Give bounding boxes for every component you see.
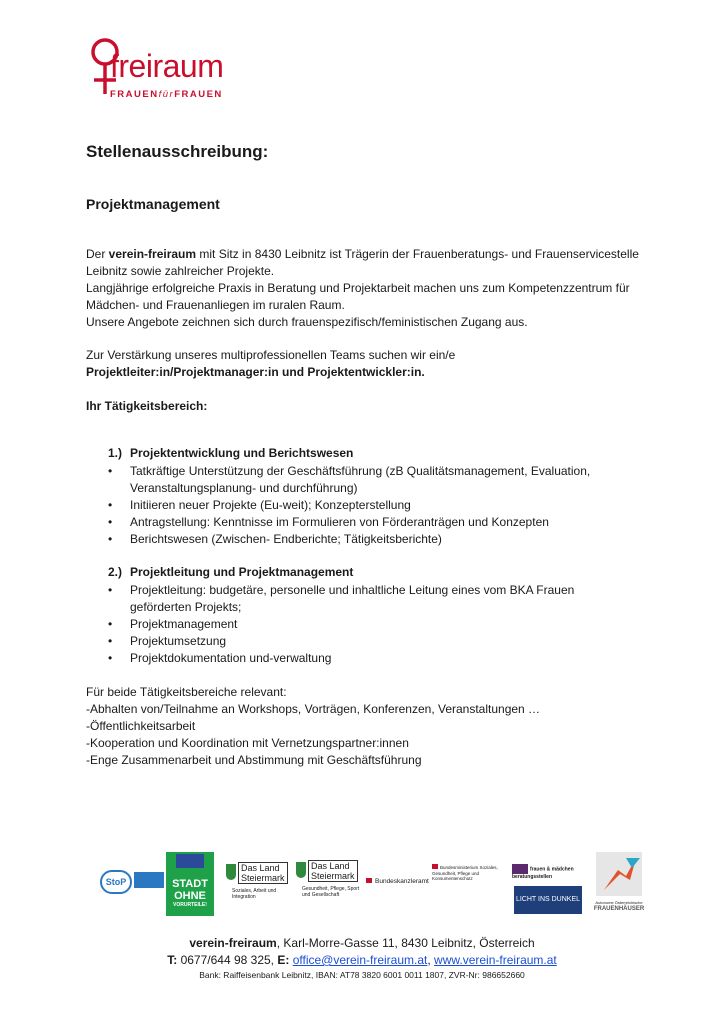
website-link[interactable]: www.verein-freiraum.at xyxy=(434,953,557,967)
section-2-heading: 2.) Projektleitung und Projektmanagement xyxy=(108,565,354,579)
list-item: • Projektmanagement xyxy=(108,616,628,633)
licht-ins-dunkel-logo: LICHT INS DUNKEL xyxy=(514,886,582,914)
page-title: Stellenausschreibung: xyxy=(86,142,269,161)
intro-paragraph: Der verein-freiraum mit Sitz in 8430 Leibnitz ist Trägerin der Frauenberatungs- und Frauenservicestelle Leibnitz sowie zahlreicher Projekte. Langjährige erfolgreiche Praxis in Beratung und Projektarbeit machen uns zum Kompetenzzentrum für Mädchen- und Frauenanliegen im ruralen Raum. Unsere Angebote zeichnen sich durch frauenspezifisch/feministischen Zugang aus. xyxy=(86,247,639,329)
land-steiermark-logo: Das Land Steiermark Gesundheit, Pflege, Sport und Gesellschaft xyxy=(296,860,360,910)
frauen-maedchen-logo: frauen & mädchen beratungsstellen xyxy=(512,864,582,880)
frauenhaeuser-logo: Autonome Österreichische FRAUENHÄUSER xyxy=(592,852,646,920)
list-item: • Projektumsetzung xyxy=(108,633,628,650)
job-title: Projektmanagement xyxy=(86,196,220,212)
footer-address: verein-freiraum, Karl-Morre-Gasse 11, 8430 Leibnitz, Österreich xyxy=(189,936,535,950)
freiraum-logo xyxy=(88,36,228,106)
both-areas: Für beide Tätigkeitsbereiche relevant: -Abhalten von/Teilnahme an Workshops, Vorträgen, Konferenzen, Veranstaltungen … -Öffentlichkeitsarbeit -Kooperation und Koordination mit Vernetzungspartner:innen -Enge Zusammenarbeit und Abstimmung mit Geschäftsführung xyxy=(86,685,541,767)
stadt-ohne-vorurteile-logo: STADT OHNE VORURTEILE! xyxy=(166,852,214,916)
stop-logo: StoP xyxy=(100,870,170,894)
section-1-list xyxy=(108,463,628,548)
footer-bank: Bank: Raiffeisenbank Leibnitz, IBAN: AT78 3820 6001 0011 1807, ZVR-Nr: 986652660 xyxy=(199,970,525,980)
sponsor-logos xyxy=(92,848,652,924)
logo-tagline: FRAUENfürFRAUEN xyxy=(110,89,223,100)
list-item: • Projektleitung: budgetäre, personelle und inhaltliche Leitung eines vom BKA Frauen geförderten Projekts; xyxy=(108,582,628,616)
section-1-heading: 1.) Projektentwicklung und Berichtswesen xyxy=(108,446,354,460)
bundeskanzleramt-logo: Bundeskanzleramt xyxy=(366,878,436,885)
list-item: • Antragstellung: Kenntnisse im Formulieren von Förderanträgen und Konzepten xyxy=(108,514,628,531)
list-item: • Tatkräftige Unterstützung der Geschäftsführung (zB Qualitätsmanagement, Evaluation, Veranstaltungsplanung- und durchführung) xyxy=(108,463,628,497)
footer-contact: T: 0677/644 98 325, E: office@verein-freiraum.at, www.verein-freiraum.at xyxy=(167,953,557,967)
list-item: • Projektdokumentation und-verwaltung xyxy=(108,650,628,667)
email-link[interactable]: office@verein-freiraum.at xyxy=(292,953,428,967)
list-item: • Initiieren neuer Projekte (Eu-weit); Konzepterstellung xyxy=(108,497,628,514)
search-paragraph: Zur Verstärkung unseres multiprofessionellen Teams suchen wir ein/e Projektleiter:in/Projektmanager:in und Projektentwickler:in. xyxy=(86,348,456,379)
list-item: • Berichtswesen (Zwischen- Endberichte; Tätigkeitsberichte) xyxy=(108,531,628,548)
section-2-list xyxy=(108,582,628,667)
bm-soziales-logo: Bundesministerium Soziales, Gesundheit, Pflege und Konsumentenschutz xyxy=(432,865,498,881)
frauenhaeuser-figure-icon xyxy=(596,852,642,896)
logo-wordmark: freiraum xyxy=(110,48,224,84)
tasks-heading: Ihr Tätigkeitsbereich: xyxy=(86,399,208,413)
land-steiermark-logo: Das Land Steiermark Soziales, Arbeit und Integration xyxy=(226,862,290,908)
